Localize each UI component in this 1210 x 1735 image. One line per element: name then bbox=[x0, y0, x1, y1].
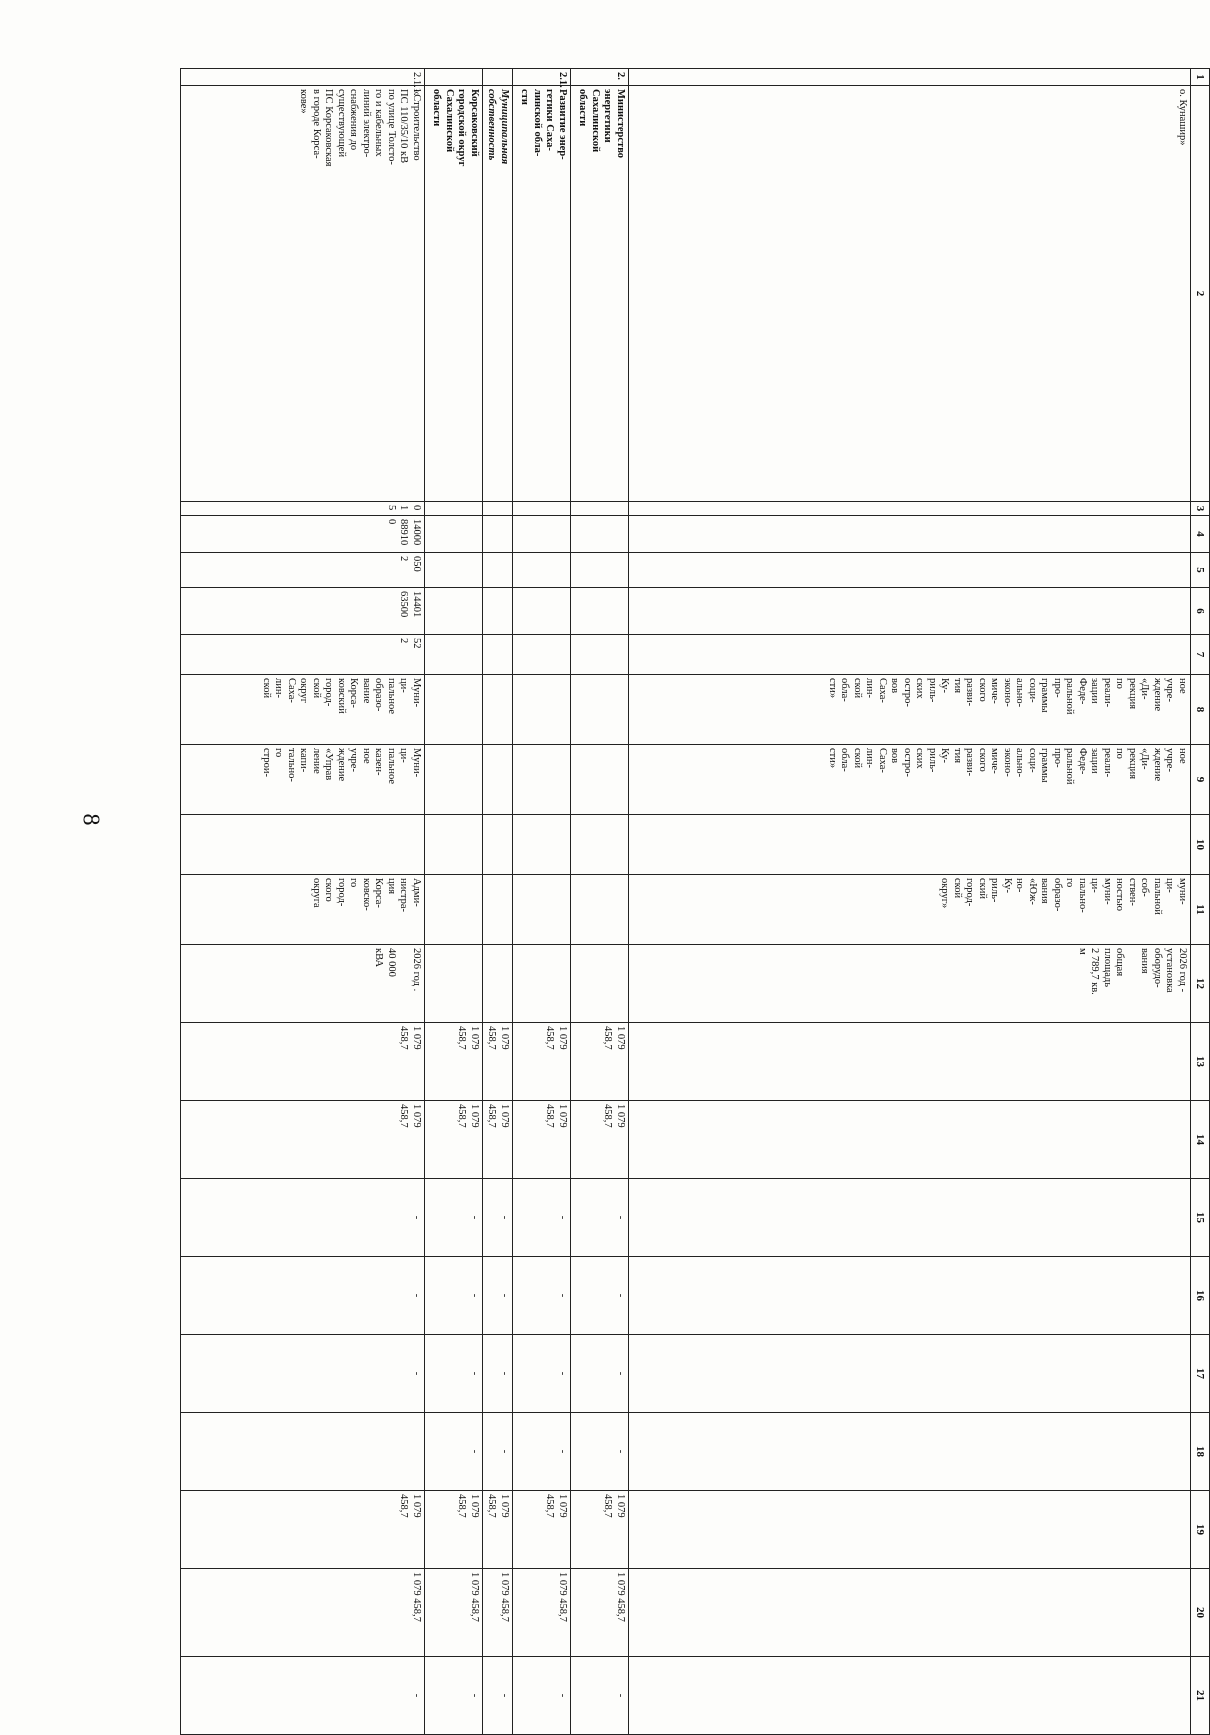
investment-table bbox=[180, 68, 1210, 1735]
table-cell: 050 2 bbox=[181, 553, 425, 588]
table-cell bbox=[629, 1335, 1191, 1413]
table-cell bbox=[629, 1657, 1191, 1735]
table-cell: - bbox=[483, 1257, 513, 1335]
table-cell: муни- ци- пальной соб- ствен- ностью муни- ци- пально- го образо- вания «Юж- но- Ку- риль- ский город- ской округ» bbox=[629, 875, 1191, 945]
table-cell bbox=[513, 635, 571, 675]
table-cell: Адми- нистра- ция Корса- ковско- го город- ского округа bbox=[181, 875, 425, 945]
table-cell bbox=[483, 635, 513, 675]
table-cell bbox=[483, 875, 513, 945]
table-cell: 1 079 458,7 bbox=[571, 1569, 629, 1657]
table-cell bbox=[629, 1569, 1191, 1657]
table-cell: 1 079 458,7 bbox=[483, 1491, 513, 1569]
table-cell bbox=[425, 745, 483, 815]
table-cell bbox=[629, 815, 1191, 875]
table-cell bbox=[483, 745, 513, 815]
table-cell bbox=[425, 815, 483, 875]
table-cell bbox=[425, 502, 483, 516]
table-cell: 2.1. bbox=[513, 69, 571, 86]
table-cell bbox=[483, 675, 513, 745]
table-cell bbox=[425, 69, 483, 86]
table-cell bbox=[425, 945, 483, 1023]
table-cell bbox=[571, 675, 629, 745]
table-cell: 1 079 458,7 bbox=[483, 1023, 513, 1101]
table-row bbox=[483, 69, 513, 1735]
table-cell: 1 079 458,7 bbox=[181, 1101, 425, 1179]
table-cell bbox=[483, 945, 513, 1023]
table-cell: «Строительство ПС 110/35/10 кВ по улице Толсто- го и кабельных линий электро- снабжения до существующей ПС Корсаковская в городе Корса- кове» bbox=[181, 86, 425, 502]
table-cell: 1 079 458,7 bbox=[425, 1023, 483, 1101]
table-cell: 1 079 458,7 bbox=[181, 1569, 425, 1657]
table-cell bbox=[483, 502, 513, 516]
table-cell: - bbox=[425, 1335, 483, 1413]
col-header-9: 9 bbox=[1191, 745, 1210, 815]
col-header-7: 7 bbox=[1191, 635, 1210, 675]
table-cell: 1 079 458,7 bbox=[425, 1491, 483, 1569]
col-header-8: 8 bbox=[1191, 675, 1210, 745]
table-cell bbox=[629, 1179, 1191, 1257]
table-cell: - bbox=[181, 1335, 425, 1413]
page-number: 8 bbox=[77, 813, 104, 826]
col-header-3: 3 bbox=[1191, 502, 1210, 516]
table-cell bbox=[629, 635, 1191, 675]
table-cell bbox=[629, 1023, 1191, 1101]
table-cell: - bbox=[571, 1413, 629, 1491]
table-cell: Муни- ци- пальное казен- ное учре- ждение «Управ ление капи- тально- го строи- bbox=[181, 745, 425, 815]
table-cell: 52 2 bbox=[181, 635, 425, 675]
table-cell: о. Кунашир» bbox=[629, 86, 1191, 502]
table-cell bbox=[571, 502, 629, 516]
table-cell: - bbox=[181, 1657, 425, 1735]
table-cell bbox=[629, 1491, 1191, 1569]
table-cell: 2026 год . 40 000 кВА bbox=[181, 945, 425, 1023]
table-cell bbox=[425, 516, 483, 553]
table-body bbox=[181, 69, 1210, 1735]
table-cell: 2026 год - установка оборудо- вания общая площадь 2 789,7 кв. м bbox=[629, 945, 1191, 1023]
table-cell bbox=[483, 516, 513, 553]
table-cell: 1 079 458,7 bbox=[483, 1569, 513, 1657]
table-cell: - bbox=[571, 1657, 629, 1735]
col-header-16: 16 bbox=[1191, 1257, 1210, 1335]
table-cell bbox=[513, 502, 571, 516]
table-cell bbox=[513, 875, 571, 945]
table-cell: 1 079 458,7 bbox=[571, 1101, 629, 1179]
col-header-12: 12 bbox=[1191, 945, 1210, 1023]
col-header-14: 14 bbox=[1191, 1101, 1210, 1179]
table-cell: - bbox=[425, 1657, 483, 1735]
table-cell: 14401 63500 bbox=[181, 588, 425, 635]
table-cell: - bbox=[425, 1413, 483, 1491]
table-cell: - bbox=[425, 1257, 483, 1335]
col-header-10: 10 bbox=[1191, 815, 1210, 875]
table-row bbox=[629, 69, 1191, 1735]
table-cell: - bbox=[483, 1657, 513, 1735]
col-header-4: 4 bbox=[1191, 516, 1210, 553]
col-header-19: 19 bbox=[1191, 1491, 1210, 1569]
table-cell bbox=[629, 1413, 1191, 1491]
table-cell: 1 079 458,7 bbox=[483, 1101, 513, 1179]
table-cell bbox=[571, 945, 629, 1023]
table-cell: 2.1.1. bbox=[181, 69, 425, 86]
table-cell bbox=[629, 516, 1191, 553]
table-cell: - bbox=[483, 1335, 513, 1413]
table-cell bbox=[483, 588, 513, 635]
table-cell bbox=[571, 516, 629, 553]
table-cell bbox=[513, 516, 571, 553]
table-cell bbox=[629, 588, 1191, 635]
table-cell bbox=[571, 875, 629, 945]
table-cell bbox=[629, 69, 1191, 86]
table-cell: - bbox=[483, 1179, 513, 1257]
table-cell: 1 079 458,7 bbox=[513, 1491, 571, 1569]
table-cell: 1 079 458,7 bbox=[513, 1101, 571, 1179]
table-cell bbox=[629, 1257, 1191, 1335]
table-cell: - bbox=[513, 1657, 571, 1735]
table-cell: 1 079 458,7 bbox=[181, 1023, 425, 1101]
table-cell: 1 079 458,7 bbox=[513, 1023, 571, 1101]
table-cell: - bbox=[571, 1335, 629, 1413]
table-cell: - bbox=[513, 1257, 571, 1335]
table-cell bbox=[513, 745, 571, 815]
table-cell bbox=[571, 745, 629, 815]
table-cell: ное учре- ждение «Ди- рекция по реали- зации Феде- ральной про- граммы соци- ально- эконо- миче- ского разви- тия Ку- риль- ских остро- вов Саха- лин- ской обла- сти» bbox=[629, 745, 1191, 815]
table-row bbox=[571, 69, 629, 1735]
table-cell: - bbox=[483, 1413, 513, 1491]
table-cell bbox=[181, 815, 425, 875]
table-cell: - bbox=[513, 1179, 571, 1257]
header-row bbox=[1191, 69, 1210, 1735]
table-cell bbox=[513, 945, 571, 1023]
table-cell bbox=[483, 553, 513, 588]
table-cell bbox=[425, 635, 483, 675]
table-cell bbox=[571, 815, 629, 875]
table-cell: - bbox=[513, 1413, 571, 1491]
col-header-21: 21 bbox=[1191, 1657, 1210, 1735]
table-cell bbox=[571, 635, 629, 675]
table-cell: 2. bbox=[571, 69, 629, 86]
table-cell bbox=[629, 1101, 1191, 1179]
table-cell bbox=[513, 553, 571, 588]
table-row bbox=[181, 69, 425, 1735]
table-cell: - bbox=[181, 1257, 425, 1335]
col-header-17: 17 bbox=[1191, 1335, 1210, 1413]
col-header-1: 1 bbox=[1191, 69, 1210, 86]
table-cell bbox=[629, 502, 1191, 516]
table-cell bbox=[513, 675, 571, 745]
col-header-2: 2 bbox=[1191, 86, 1210, 502]
col-header-11: 11 bbox=[1191, 875, 1210, 945]
table-cell: 1 079 458,7 bbox=[571, 1491, 629, 1569]
table-cell: - bbox=[513, 1335, 571, 1413]
table-cell bbox=[425, 588, 483, 635]
table-row bbox=[425, 69, 483, 1735]
table-cell bbox=[425, 875, 483, 945]
col-header-6: 6 bbox=[1191, 588, 1210, 635]
col-header-18: 18 bbox=[1191, 1413, 1210, 1491]
table-cell: - bbox=[425, 1179, 483, 1257]
table-cell bbox=[571, 588, 629, 635]
table-cell bbox=[513, 815, 571, 875]
col-header-13: 13 bbox=[1191, 1023, 1210, 1101]
col-header-15: 15 bbox=[1191, 1179, 1210, 1257]
col-header-20: 20 bbox=[1191, 1569, 1210, 1657]
table-cell: 1 079 458,7 bbox=[425, 1569, 483, 1657]
table-cell bbox=[483, 815, 513, 875]
table-cell: 1 079 458,7 bbox=[425, 1101, 483, 1179]
table-cell: 14000 88910 0 bbox=[181, 516, 425, 553]
table-cell: 1 079 458,7 bbox=[513, 1569, 571, 1657]
table-cell: - bbox=[181, 1179, 425, 1257]
table-cell: Муни- ци- пальное образо- вание Корса- ковский город- ской округ Саха- лин- ской bbox=[181, 675, 425, 745]
table-cell: ное учре- ждение «Ди- рекция по реали- зации Феде- ральной про- граммы соци- ально- эконо- миче- ского разви- тия Ку- риль- ских остро- вов Саха- лин- ской обла- сти» bbox=[629, 675, 1191, 745]
col-header-5: 5 bbox=[1191, 553, 1210, 588]
rotated-table-area bbox=[180, 68, 1210, 1701]
table-cell bbox=[425, 675, 483, 745]
table-row bbox=[513, 69, 571, 1735]
table-cell: 0 1 5 bbox=[181, 502, 425, 516]
table-cell bbox=[513, 588, 571, 635]
table-cell: 1 079 458,7 bbox=[571, 1023, 629, 1101]
table-cell bbox=[181, 1413, 425, 1491]
table-cell: Корсаковский городской округ Сахалинской области bbox=[425, 86, 483, 502]
table-cell: 1 079 458,7 bbox=[181, 1491, 425, 1569]
table-cell: Министерство энергетики Сахалинской области bbox=[571, 86, 629, 502]
table-cell bbox=[483, 69, 513, 86]
table-cell: - bbox=[571, 1257, 629, 1335]
table-cell bbox=[425, 553, 483, 588]
table-cell: Муниципальная собственность bbox=[483, 86, 513, 502]
table-cell bbox=[629, 553, 1191, 588]
table-cell: - bbox=[571, 1179, 629, 1257]
table-cell bbox=[571, 553, 629, 588]
table-cell: Развитие энер- гетики Саха- линской обла- сти bbox=[513, 86, 571, 502]
